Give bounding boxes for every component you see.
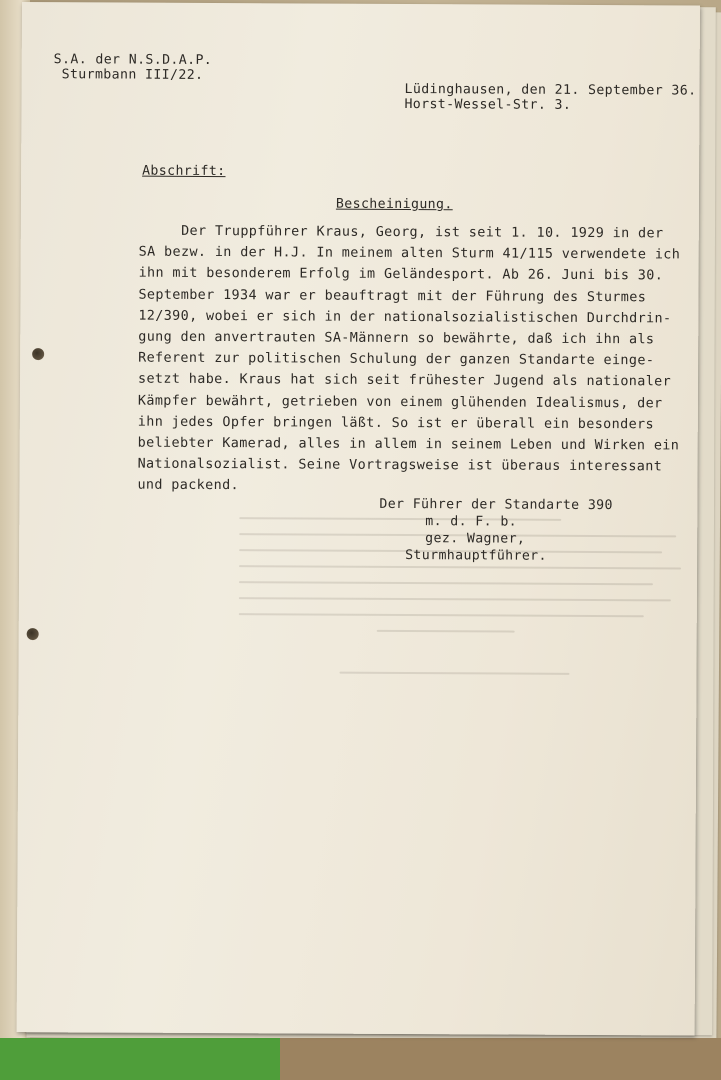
body-line: 12/390, wobei er sich in der nationalsozialistischen Durchdrin-: [138, 308, 672, 327]
green-folder: [0, 1038, 280, 1080]
signature-line: Der Führer der Standarte 390: [379, 496, 613, 514]
body-line: beliebter Kamerad, alles in allem in seinem Leben und Wirken ein: [137, 435, 680, 454]
address-line: Horst-Wessel-Str. 3.: [404, 97, 572, 113]
body-line: Referent zur politischen Schulung der ganzen Standarte einge-: [138, 350, 655, 369]
body-line: Der Truppführer Kraus, Georg, ist seit 1. 10. 1929 in der: [138, 223, 664, 242]
organization-header: [54, 52, 213, 83]
body-line: ihn jedes Opfer bringen läßt. So ist er überall ein besonders: [137, 414, 655, 433]
signature-line: gez. Wagner,: [425, 531, 526, 547]
punch-hole: [27, 628, 39, 640]
copy-label: Abschrift:: [142, 163, 226, 180]
place-date-header: [404, 82, 696, 114]
signature-line: Sturmhauptführer.: [405, 548, 547, 564]
place-date-line: Lüdinghausen, den 21. September 36.: [404, 82, 697, 99]
body-line: und packend.: [137, 478, 240, 494]
body-text: [137, 221, 680, 499]
body-line: September 1934 war er beauftragt mit der Führung des Sturmes: [138, 287, 647, 305]
document-title: Bescheinigung.: [335, 196, 453, 213]
body-line: ihn mit besonderem Erfolg im Geländesport. Ab 26. Juni bis 30.: [138, 266, 664, 284]
document-sheet: [17, 2, 700, 1036]
org-line: S.A. der N.S.D.A.P.: [53, 52, 213, 68]
body-line: Nationalsozialist. Seine Vortragsweise ist überaus interessant: [137, 456, 663, 475]
body-line: Kämpfer bewährt, getrieben von einem glühenden Idealismus, der: [137, 393, 663, 411]
signature-line: m. d. F. b.: [425, 514, 518, 530]
punch-hole: [32, 348, 44, 360]
signature-block: [379, 496, 613, 565]
org-line: Sturmbann III/22.: [61, 67, 204, 83]
body-line: SA bezw. in der H.J. In meinem alten Sturm 41/115 verwendete ich: [138, 244, 681, 263]
body-line: setzt habe. Kraus hat sich seit frühester Jugend als nationaler: [137, 372, 672, 390]
desk-surface: [280, 1038, 721, 1080]
body-line: gung den anvertrauten SA-Männern so bewährte, daß ich ihn als: [138, 329, 655, 348]
